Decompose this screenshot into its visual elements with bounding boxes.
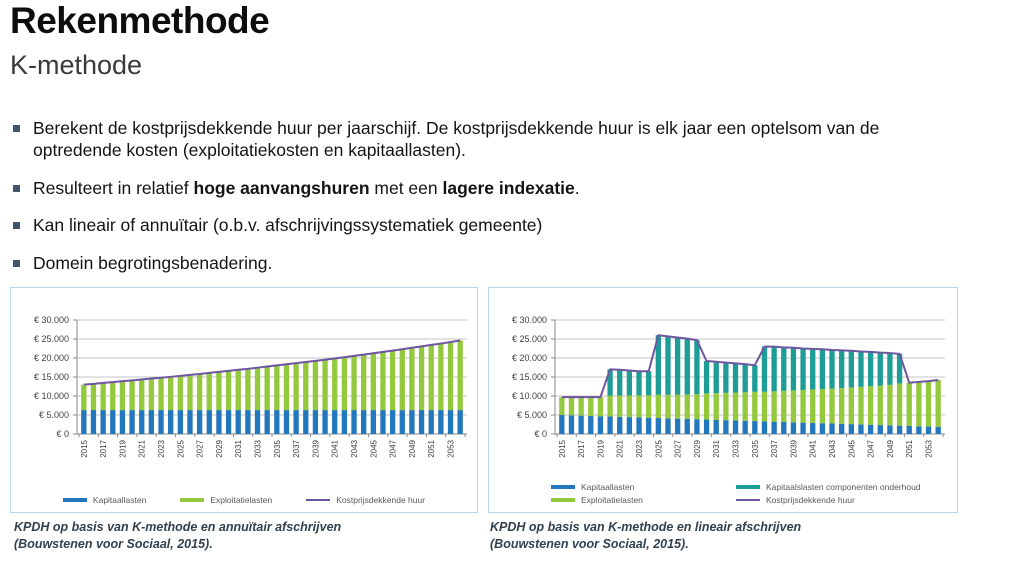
svg-text:2035: 2035 <box>750 440 760 458</box>
legend-bar-swatch-icon <box>736 485 760 489</box>
svg-text:2051: 2051 <box>427 440 437 458</box>
list-item <box>10 117 962 162</box>
svg-text:2051: 2051 <box>905 440 915 458</box>
svg-text:€ 15.000: € 15.000 <box>511 372 547 382</box>
svg-text:2031: 2031 <box>712 440 722 458</box>
svg-text:2049: 2049 <box>885 440 895 458</box>
svg-text:2047: 2047 <box>866 440 876 458</box>
svg-text:2053: 2053 <box>924 440 934 458</box>
legend-item <box>551 495 726 505</box>
svg-text:2043: 2043 <box>350 440 360 458</box>
svg-text:2041: 2041 <box>330 440 340 458</box>
legend-bar-swatch-icon <box>551 498 575 502</box>
bullet-list <box>10 117 962 289</box>
caption-line: (Bouwstenen voor Sociaal, 2015). <box>490 536 689 551</box>
chart-caption-lineair <box>490 519 801 553</box>
svg-text:2027: 2027 <box>673 440 683 458</box>
svg-text:2033: 2033 <box>731 440 741 458</box>
square-bullet-icon <box>13 125 20 132</box>
caption-line: (Bouwstenen voor Sociaal, 2015). <box>14 536 213 551</box>
svg-text:2029: 2029 <box>214 440 224 458</box>
square-bullet-icon <box>13 222 20 229</box>
chart-legend <box>11 495 477 505</box>
svg-text:2049: 2049 <box>407 440 417 458</box>
chart-legend <box>551 482 921 505</box>
legend-item <box>736 482 921 492</box>
svg-text:2017: 2017 <box>577 440 587 458</box>
bars-kapitaallasten <box>559 415 941 434</box>
svg-text:2043: 2043 <box>828 440 838 458</box>
svg-text:2033: 2033 <box>253 440 263 458</box>
square-bullet-icon <box>13 260 20 267</box>
chart-caption-annuitair <box>14 519 341 553</box>
svg-text:2017: 2017 <box>99 440 109 458</box>
svg-text:2039: 2039 <box>311 440 321 458</box>
svg-text:2031: 2031 <box>234 440 244 458</box>
legend-label: Exploitatielasten <box>581 495 643 505</box>
svg-text:€ 0: € 0 <box>534 429 547 439</box>
svg-text:€ 5.000: € 5.000 <box>38 410 69 420</box>
svg-text:2019: 2019 <box>596 440 606 458</box>
svg-text:2041: 2041 <box>808 440 818 458</box>
x-axis-labels <box>557 434 943 458</box>
svg-text:€ 20.000: € 20.000 <box>33 353 69 363</box>
svg-text:€ 0: € 0 <box>56 429 69 439</box>
svg-text:2045: 2045 <box>847 440 857 458</box>
legend-item <box>180 495 272 505</box>
chart-plot-area <box>489 288 953 470</box>
svg-text:2021: 2021 <box>137 440 147 458</box>
bullet-text: Resulteert in relatief hoge aanvangshuren met een lagere indexatie. <box>33 177 580 198</box>
square-bullet-icon <box>13 185 20 192</box>
legend-label: Kapitaallasten <box>92 495 147 505</box>
list-item <box>10 177 962 199</box>
bars-exploitatielasten <box>81 341 463 411</box>
list-item <box>10 252 962 274</box>
svg-text:€ 25.000: € 25.000 <box>33 334 69 344</box>
svg-text:2015: 2015 <box>557 440 567 458</box>
svg-text:€ 10.000: € 10.000 <box>33 391 69 401</box>
x-axis-labels <box>79 434 465 458</box>
svg-text:€ 30.000: € 30.000 <box>33 315 69 325</box>
svg-text:€ 30.000: € 30.000 <box>511 315 547 325</box>
svg-text:2025: 2025 <box>654 440 664 458</box>
kpdh-annuitair-chart <box>10 287 478 513</box>
bars-exploitatielasten <box>559 380 941 427</box>
svg-text:€ 25.000: € 25.000 <box>511 334 547 344</box>
svg-text:2023: 2023 <box>157 440 167 458</box>
legend-line-swatch-icon <box>736 499 760 501</box>
legend-item <box>551 482 726 492</box>
svg-text:€ 20.000: € 20.000 <box>511 353 547 363</box>
svg-text:€ 15.000: € 15.000 <box>33 372 69 382</box>
legend-label: Kostprijsdekkende huur <box>336 495 426 505</box>
legend-item <box>306 495 425 505</box>
svg-text:2023: 2023 <box>635 440 645 458</box>
svg-text:2037: 2037 <box>770 440 780 458</box>
svg-text:2025: 2025 <box>176 440 186 458</box>
svg-text:2029: 2029 <box>692 440 702 458</box>
bullet-text: Kan lineair of annuïtair (o.b.v. afschrijvingssystematiek gemeente) <box>33 215 543 236</box>
svg-text:2045: 2045 <box>369 440 379 458</box>
list-item <box>10 214 962 236</box>
svg-text:2027: 2027 <box>195 440 205 458</box>
kpdh-lineair-chart <box>488 287 958 513</box>
legend-bar-swatch-icon <box>551 485 575 489</box>
svg-text:€ 10.000: € 10.000 <box>511 391 547 401</box>
caption-line: KPDH op basis van K-methode en annuïtair afschrijven <box>14 520 342 534</box>
svg-text:2047: 2047 <box>388 440 398 458</box>
legend-item <box>736 495 921 505</box>
legend-item <box>63 495 146 505</box>
chart-plot-area <box>11 288 475 474</box>
svg-text:2035: 2035 <box>272 440 282 458</box>
svg-text:2037: 2037 <box>292 440 302 458</box>
legend-bar-swatch-icon <box>180 498 204 502</box>
bullet-text: Domein begrotingsbenadering. <box>33 252 273 273</box>
page-title: Rekenmethode <box>10 0 270 41</box>
legend-bar-swatch-icon <box>63 498 87 502</box>
bars-kapitaallasten <box>81 410 463 434</box>
svg-text:2019: 2019 <box>118 440 128 458</box>
bullet-text: Berekent de kostprijsdekkende huur per jaarschijf. De kostprijsdekkende huur is elk jaar een optelsom van de optredende kosten (exploitatiekosten en kapitaallasten). <box>33 118 880 161</box>
legend-label: Kapitaalslasten componenten onderhoud <box>766 482 921 492</box>
svg-text:2015: 2015 <box>79 440 89 458</box>
caption-line: KPDH op basis van K-methode en lineair afschrijven <box>490 520 802 534</box>
legend-line-swatch-icon <box>306 499 330 501</box>
page-subtitle: K-methode <box>10 50 143 80</box>
legend-label: Kostprijsdekkende huur <box>766 495 855 505</box>
svg-text:2053: 2053 <box>446 440 456 458</box>
legend-label: Exploitatielasten <box>210 495 273 505</box>
svg-text:€ 5.000: € 5.000 <box>516 410 547 420</box>
legend-label: Kapitaallasten <box>581 482 635 492</box>
svg-text:2039: 2039 <box>789 440 799 458</box>
svg-text:2021: 2021 <box>615 440 625 458</box>
